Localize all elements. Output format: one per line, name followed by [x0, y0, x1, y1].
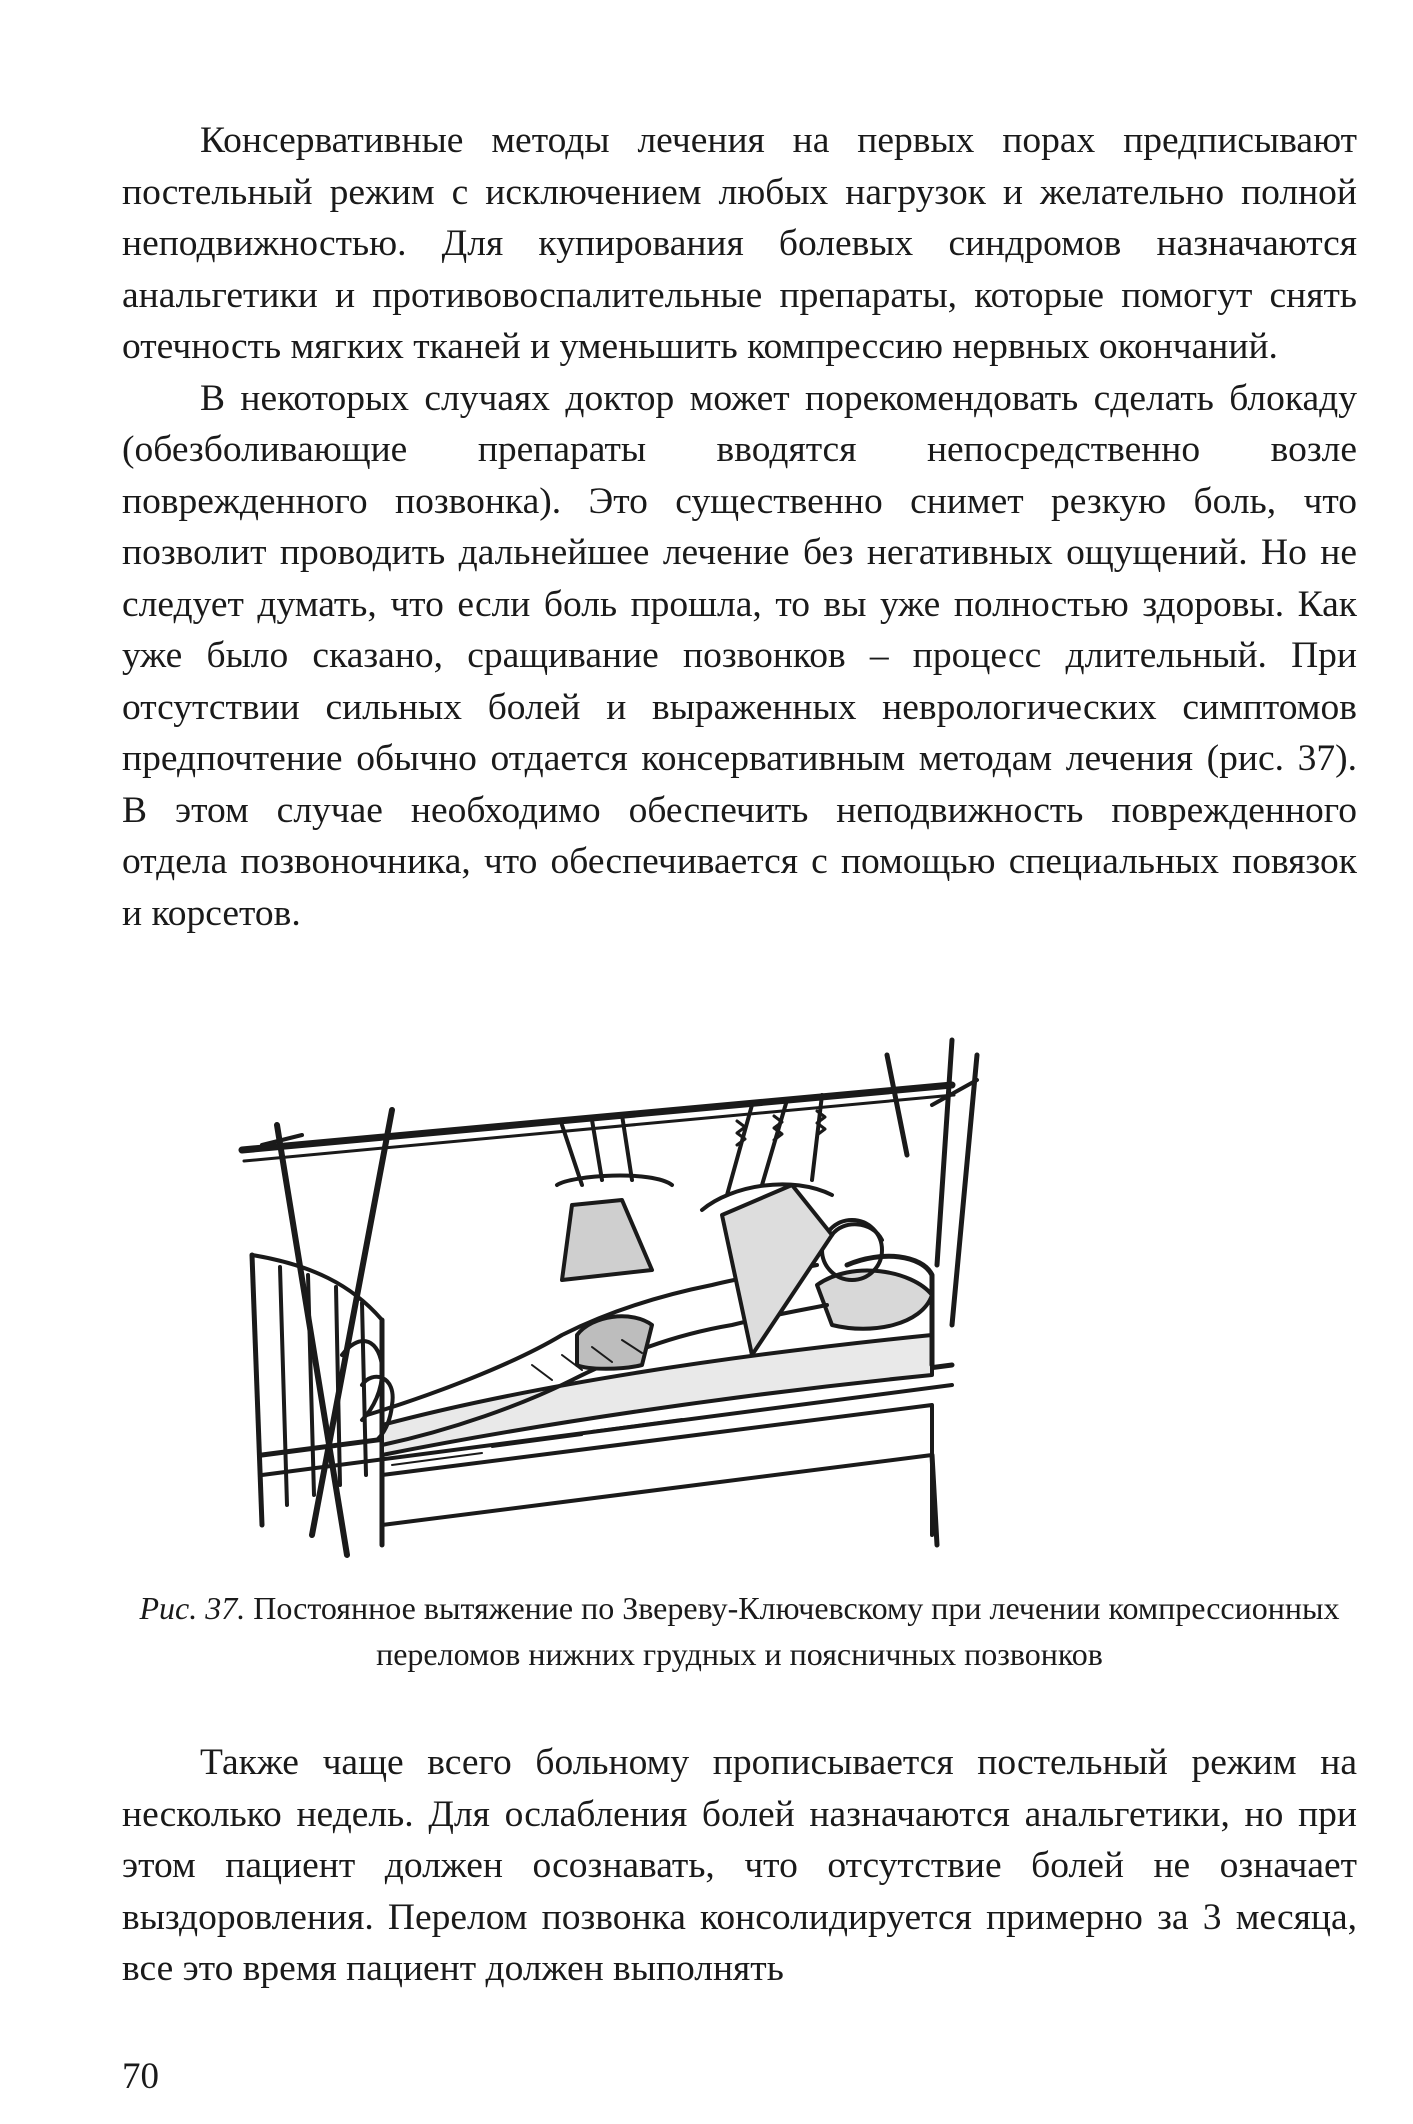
text-block-top	[122, 115, 1357, 939]
page-number: 70	[122, 2056, 159, 2097]
figure-label: Рис. 37.	[139, 1590, 246, 1626]
paragraph-3: Также чаще всего больному прописывается постельный режим на несколько недель. Для ослабления болей назначаются анальгетики, но при этом пациент должен осознавать, что отсутствие болей не означает выздоровления. Перелом позвонка консолидируется примерно за 3 месяца, все это время пациент должен выполнять	[122, 1742, 1357, 1989]
figure-caption-text: Постоянное вытяжение по Звереву-Ключевскому при лечении компрессионных переломов нижних грудных и поясничных позвонков	[253, 1590, 1340, 1672]
paragraph-2: В некоторых случаях доктор может порекомендовать сделать блокаду (обезболивающие препараты вводятся непосредственно возле поврежденного позвонка). Это существенно снимет резкую боль, что позволит проводить дальнейшее лечение без негативных ощущений. Но не следует думать, что если боль прошла, то вы уже полностью здоровы. Как уже было сказано, сращивание позвонков – процесс длительный. При отсутствии сильных болей и выраженных неврологических симптомов предпочтение обычно отдается консервативным методам лечения (рис. 37). В этом случае необходимо обеспечить неподвижность поврежденного отдела позвоночника, что обеспечивается с помощью специальных повязок и корсетов.	[122, 377, 1357, 934]
traction-bed-illustration	[232, 1035, 1202, 1570]
figure-caption	[122, 1585, 1357, 1677]
text-block-bottom	[122, 1737, 1357, 1995]
paragraph-1: Консервативные методы лечения на первых порах предписывают постельный режим с исключением любых нагрузок и желательно полной неподвижностью. Для купирования болевых синдромов назначаются анальгетики и противовоспалительные препараты, которые помогут снять отечность мягких тканей и уменьшить компрессию нервных окончаний.	[122, 120, 1357, 367]
